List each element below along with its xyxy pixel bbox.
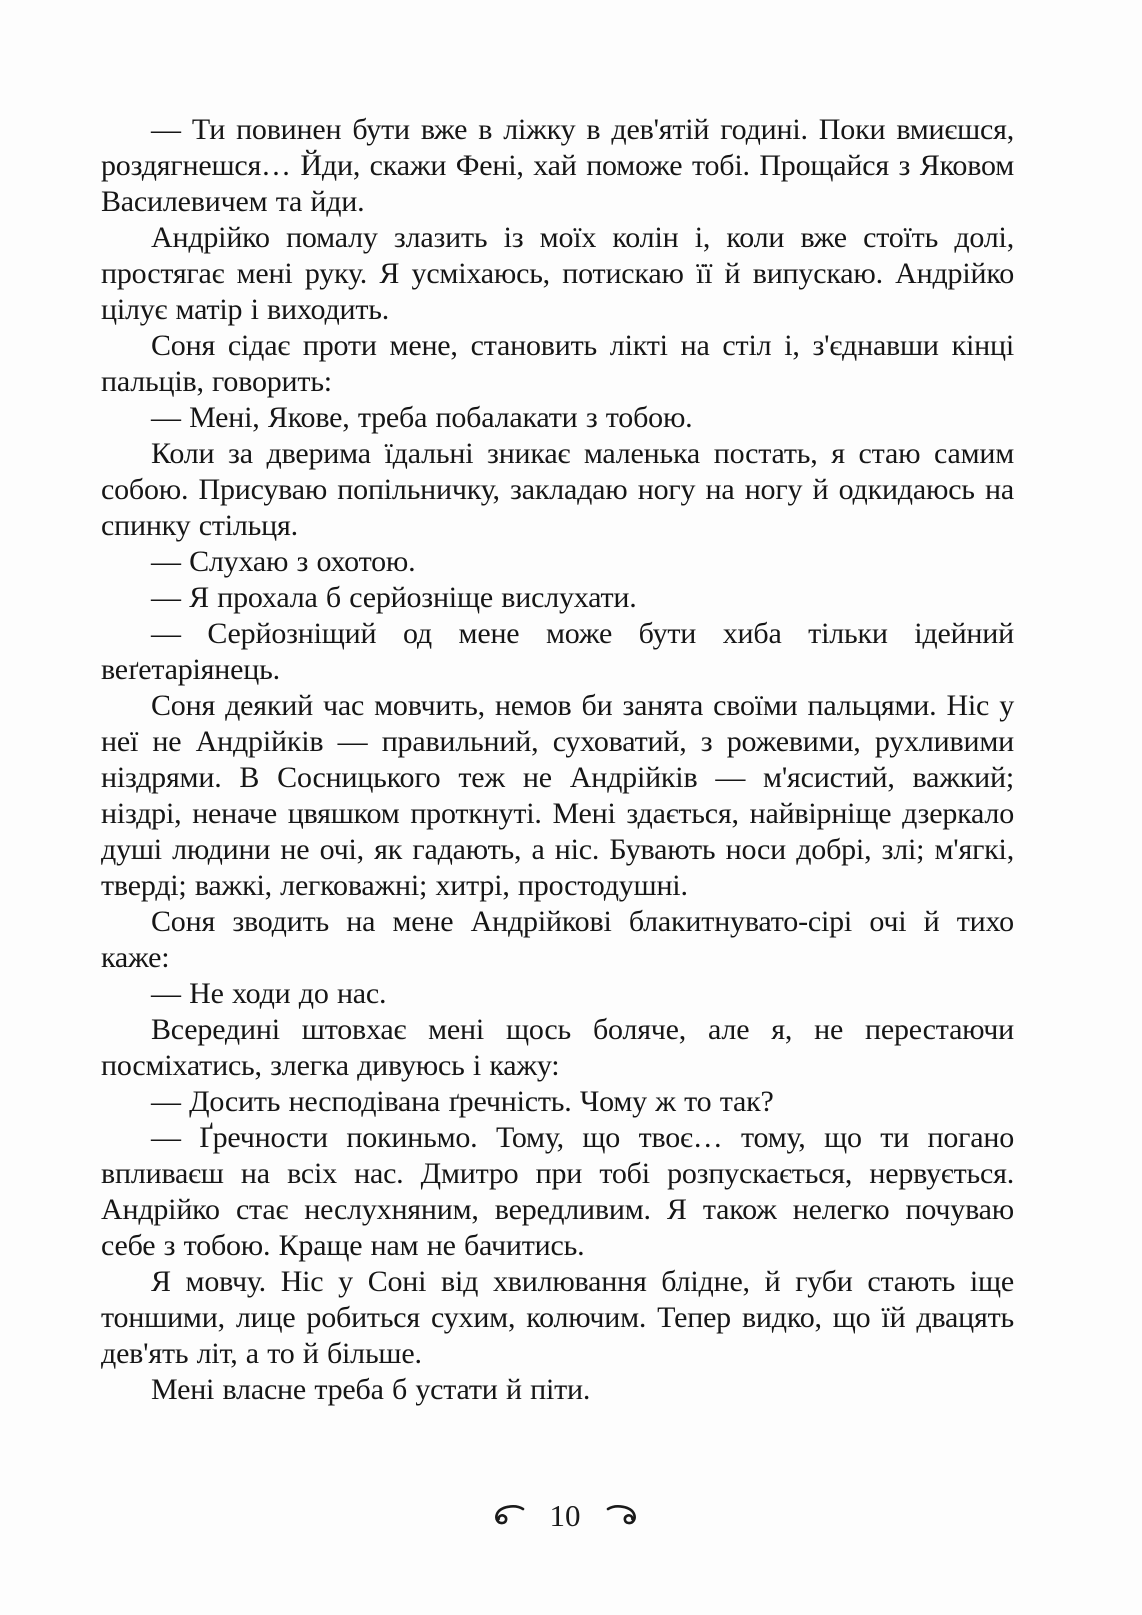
paragraph: — Я прохала б серйозніще вислухати. bbox=[151, 581, 637, 614]
paragraph: Андрійко помалу злазить із моїх колін і, коли вже стоїть долі, простягає мені руку. Я усміхаюсь, потискаю її й випускаю. Андрійко цілує матір і виходить. bbox=[101, 221, 1014, 326]
paragraph: — Серйозніщий од мене може бути хиба тільки ідейний веґетаріянець. bbox=[101, 617, 1014, 686]
page-footer bbox=[0, 1498, 1130, 1534]
paragraph: Мені власне треба б устати й піти. bbox=[151, 1373, 591, 1406]
paragraph: Всередині штовхає мені щось боляче, але я, не перестаючи посміхатись, злегка дивуюсь і кажу: bbox=[101, 1013, 1014, 1082]
paragraph: — Слухаю з охотою. bbox=[151, 545, 416, 578]
paragraph: — Мені, Якове, треба побалакати з тобою. bbox=[151, 401, 693, 434]
text-block bbox=[101, 112, 1014, 1408]
paragraph: — Ґречности покиньмо. Тому, що твоє… тому, що ти погано впливаєш на всіх нас. Дмитро при тобі розпускається, нервується. Андрійко стає неслухняним, вередливим. Я також нелегко почуваю себе з тобою. Краще нам не бачитись. bbox=[101, 1121, 1014, 1262]
paragraph: Соня сідає проти мене, становить лікті на стіл і, з'єднавши кінці пальців, говорить: bbox=[101, 329, 1014, 398]
footer-ornament-left-icon bbox=[490, 1505, 526, 1527]
paragraph: Соня деякий час мовчить, немов би занята своїми пальцями. Ніс у неї не Андрійків — правильний, суховатий, з рожевими, рухливими ніздрями. В Сосницького теж не Андрійків — м'ясистий, важкий; ніздрі, неначе цвяшком проткнуті. Мені здається, найвірніще дзеркало душі людини не очі, як гадають, а ніс. Бувають носи добрі, злі; м'ягкі, тверді; важкі, легковажні; хитрі, простодушні. bbox=[101, 689, 1014, 902]
paragraph: Соня зводить на мене Андрійкові блакитнувато-сірі очі й тихо каже: bbox=[101, 905, 1014, 974]
footer-ornament-right-icon bbox=[605, 1505, 641, 1527]
page-number: 10 bbox=[549, 1498, 581, 1533]
paragraph: — Не ходи до нас. bbox=[151, 977, 387, 1010]
paragraph: — Ти повинен бути вже в ліжку в дев'ятій годині. Поки вмиєшся, роздягнешся… Йди, скажи Фені, хай поможе тобі. Прощайся з Яковом Василевичем та йди. bbox=[101, 113, 1014, 218]
paragraph: Коли за дверима їдальні зникає маленька постать, я стаю самим собою. Присуваю попільничку, закладаю ногу на ногу й одкидаюсь на спинку стільця. bbox=[101, 437, 1014, 542]
paragraph: Я мовчу. Ніс у Соні від хвилювання блідне, й губи стають іще тоншими, лице робиться сухим, колючим. Тепер видко, що їй двацять дев'ять літ, а то й більше. bbox=[101, 1265, 1014, 1370]
paragraph: — Досить несподівана ґречність. Чому ж то так? bbox=[151, 1085, 774, 1118]
